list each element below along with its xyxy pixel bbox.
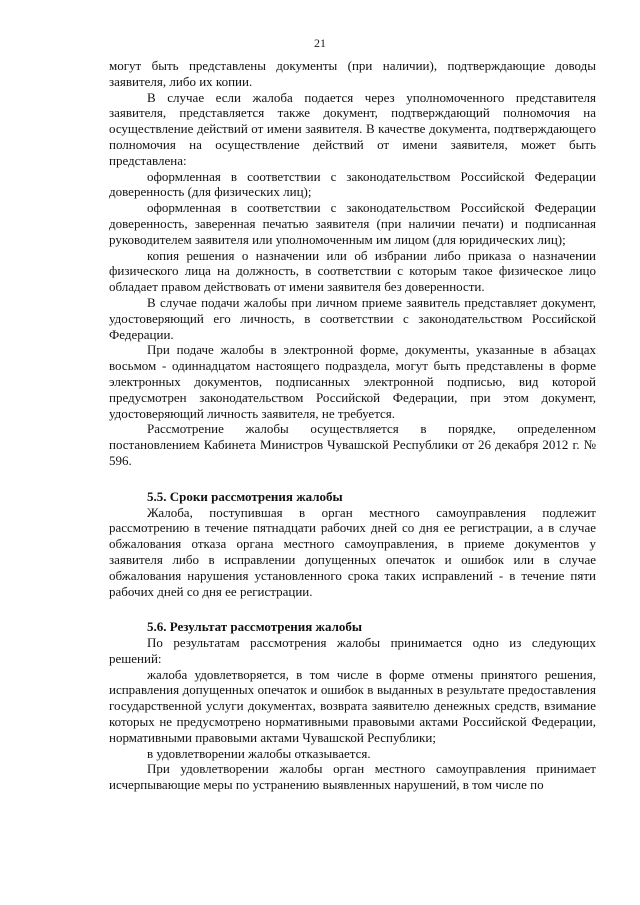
paragraph: При подаче жалобы в электронной форме, документы, указанные в абзацах восьмом - одиннадцатом настоящего подраздела, могут быть представлены в форме электронных документов, подписанных электронной подписью, вид которой предусмотрен законодательством Российской Федерации, при этом документ, удостоверяющий личность заявителя, не требуется. — [109, 342, 596, 421]
paragraph: В случае подачи жалобы при личном приеме заявитель представляет документ, удостоверяющий его личность, в соответствии с законодательством Российской Федерации. — [109, 294, 596, 342]
paragraph: При удовлетворении жалобы орган местного самоуправления принимает исчерпывающие меры по устранению выявленных нарушений, в том числе по — [109, 761, 596, 793]
paragraph: жалоба удовлетворяется, в том числе в форме отмены принятого решения, исправления допущенных опечаток и ошибок в выданных в результате предоставления государственной услуги документах, возврата заявителю денежных средств, взимание которых не предусмотрено нормативными правовыми актами Российской Федерации, нормативными правовыми актами Чувашской Республики; — [109, 666, 596, 745]
paragraph: оформленная в соответствии с законодательством Российской Федерации доверенность, заверенная печатью заявителя (при наличии печати) и подписанная руководителем заявителя или уполномоченным им лицом (для юридических лиц); — [109, 200, 596, 247]
paragraph: могут быть представлены документы (при наличии), подтверждающие доводы заявителя, либо их копии. — [109, 58, 596, 89]
paragraph: копия решения о назначении или об избрании либо приказа о назначении физического лица на должность, в соответствии с которым такое физическое лицо обладает правом действовать от имени заявителя без доверенности. — [109, 247, 596, 295]
section-gap — [109, 469, 596, 489]
document-body — [109, 58, 596, 793]
paragraph: Рассмотрение жалобы осуществляется в порядке, определенном постановлением Кабинета Министров Чувашской Республики от 26 декабря 2012 г. № 596. — [109, 421, 596, 468]
paragraph: в удовлетворении жалобы отказывается. — [147, 745, 371, 761]
paragraph: По результатам рассмотрения жалобы принимается одно из следующих решений: — [109, 635, 596, 666]
section-heading: 5.6. Результат рассмотрения жалобы — [147, 619, 363, 635]
paragraph: Жалоба, поступившая в орган местного самоуправления подлежит рассмотрению в течение пятнадцати рабочих дней со дня ее регистрации, а в случае обжалования отказа органа местного самоуправления, в приеме документов у заявителя либо в исправлении допущенных опечаток и ошибок или в случае обжалования нарушения установленного срока таких исправлений - в течение пяти рабочих дней со дня ее регистрации. — [109, 504, 596, 599]
section-gap — [109, 599, 596, 619]
section-heading: 5.5. Сроки рассмотрения жалобы — [147, 488, 343, 504]
paragraph: оформленная в соответствии с законодательством Российской Федерации доверенность (для физических лиц); — [109, 168, 596, 200]
page-number: 21 — [314, 36, 326, 50]
paragraph: В случае если жалоба подается через уполномоченного представителя заявителя, представляется также документ, подтверждающий полномочия на осуществление действий от имени заявителя. В качестве документа, подтверждающего полномочия на осуществление действий от имени заявителя, может быть представлена: — [109, 89, 596, 168]
